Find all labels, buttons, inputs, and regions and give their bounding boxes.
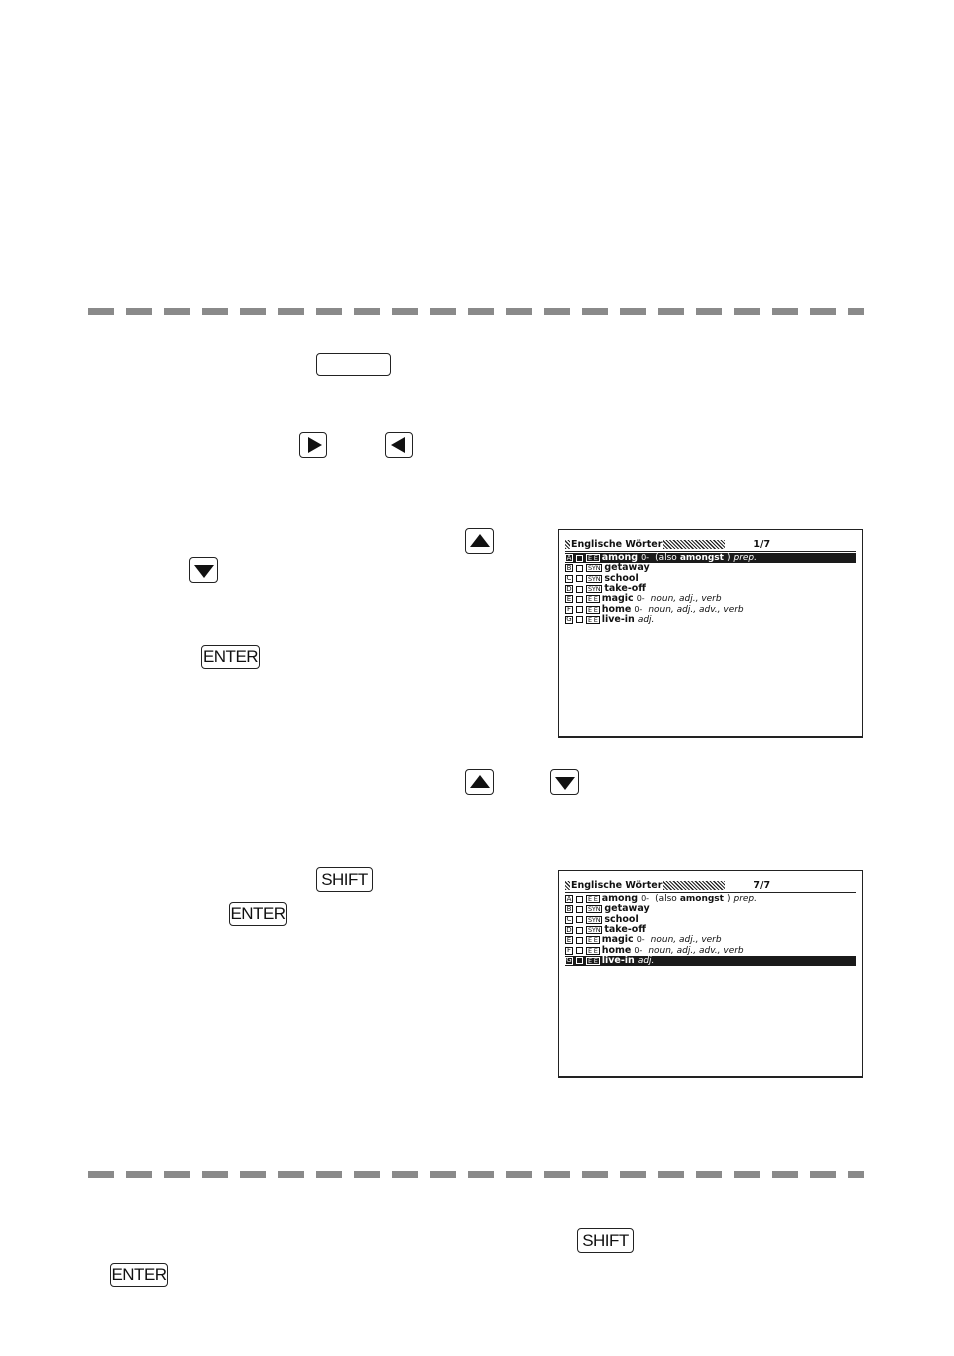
screen-title: Englische Wörter <box>571 539 663 550</box>
page-counter: 1/7 <box>753 539 771 550</box>
checkbox-icon <box>576 937 583 944</box>
checkbox-icon <box>576 565 583 572</box>
part-of-speech: noun, adj., adv., verb <box>648 945 744 956</box>
checkbox-icon <box>576 896 583 903</box>
part-of-speech: prep. <box>733 894 758 905</box>
list-item[interactable] <box>565 594 856 604</box>
list-item[interactable] <box>565 956 856 966</box>
dictionary-tag: E E <box>588 605 598 614</box>
enter-key <box>110 1263 168 1287</box>
headword: take-off <box>604 583 646 595</box>
key-icon: 0- <box>634 945 643 955</box>
headword: among <box>601 552 639 564</box>
checkbox-icon <box>576 616 583 623</box>
headword: take-off <box>604 924 646 936</box>
screen-header <box>565 538 856 552</box>
up-arrow-key-icon <box>465 528 494 554</box>
row-letter-label: E <box>566 594 572 603</box>
right-arrow-key-icon <box>299 432 327 458</box>
key-icon: 0- <box>641 894 650 904</box>
enter-key-label: ENTER <box>111 1265 167 1284</box>
headword: school <box>604 913 639 925</box>
dictionary-tag: SYN <box>588 915 601 924</box>
checkbox-icon <box>576 596 583 603</box>
word-list <box>565 553 856 625</box>
row-letter-label: G <box>566 615 572 624</box>
row-letter-label: G <box>566 956 572 965</box>
part-of-speech: noun, adj., verb <box>650 935 722 946</box>
row-letter-label: D <box>566 584 572 593</box>
note-close-text: ) <box>726 553 731 564</box>
dictionary-tag: SYN <box>588 585 601 594</box>
dictionary-tag: SYN <box>588 905 601 914</box>
row-letter-label: C <box>566 915 572 924</box>
checkbox-icon <box>576 957 583 964</box>
page-counter: 7/7 <box>753 880 771 891</box>
headword: live-in <box>601 613 635 625</box>
dictionary-tag: SYN <box>588 564 601 573</box>
checkbox-icon <box>576 575 583 582</box>
up-arrow-key-icon <box>465 769 494 795</box>
dictionary-tag: E E <box>588 554 598 563</box>
note-text: (also <box>655 553 677 564</box>
down-arrow-key-icon <box>550 769 579 795</box>
checkbox-icon <box>576 555 583 562</box>
part-of-speech: prep. <box>733 553 758 564</box>
dictionary-tag: E E <box>588 946 598 955</box>
row-letter-label: C <box>566 574 572 583</box>
dictionary-tag: SYN <box>588 926 601 935</box>
enter-key <box>229 902 287 926</box>
checkbox-icon <box>576 927 583 934</box>
enter-key <box>201 645 260 669</box>
section-divider-top <box>88 308 864 315</box>
checkbox-icon <box>576 906 583 913</box>
shift-key <box>316 867 373 892</box>
row-letter-label: D <box>566 925 572 934</box>
part-of-speech: noun, adj., adv., verb <box>648 604 744 615</box>
row-letter-label: F <box>566 605 572 614</box>
row-letter-label: B <box>566 904 572 913</box>
headword: magic <box>601 593 634 605</box>
list-item[interactable] <box>565 935 856 945</box>
checkbox-icon <box>576 916 583 923</box>
screen-header <box>565 879 856 893</box>
key-icon: 0- <box>641 553 650 563</box>
row-letter-label: A <box>566 553 572 562</box>
headword: home <box>601 944 632 956</box>
blank-key <box>316 353 391 376</box>
shift-key <box>577 1228 634 1253</box>
row-letter-label: E <box>566 935 572 944</box>
part-of-speech: noun, adj., verb <box>650 594 722 605</box>
dictionary-tag: E E <box>588 956 598 965</box>
headword: getaway <box>604 562 650 574</box>
headword: home <box>601 603 632 615</box>
checkbox-icon <box>576 606 583 613</box>
device-screen-1 <box>558 529 863 738</box>
key-icon: 0- <box>636 935 645 945</box>
note-bold-text: amongst <box>679 894 724 905</box>
note-close-text: ) <box>726 894 731 905</box>
dictionary-tag: SYN <box>588 574 601 583</box>
device-screen-2 <box>558 870 863 1078</box>
dictionary-tag: E E <box>588 895 598 904</box>
note-bold-text: amongst <box>679 553 724 564</box>
down-arrow-key-icon <box>189 557 218 583</box>
shift-key-label: SHIFT <box>582 1230 629 1250</box>
row-letter-label: A <box>566 894 572 903</box>
dictionary-tag: E E <box>588 595 598 604</box>
headword: school <box>604 572 639 584</box>
left-arrow-key-icon <box>385 432 413 458</box>
enter-key-label: ENTER <box>202 647 259 666</box>
word-list <box>565 894 856 966</box>
row-letter-label: F <box>566 946 572 955</box>
section-divider-bottom <box>88 1171 864 1178</box>
list-item[interactable] <box>565 615 856 625</box>
enter-key-label: ENTER <box>230 904 286 923</box>
headword: getaway <box>604 903 650 915</box>
key-icon: 0- <box>636 594 645 604</box>
key-icon: 0- <box>634 604 643 614</box>
headword: among <box>601 893 639 905</box>
checkbox-icon <box>576 947 583 954</box>
dictionary-tag: E E <box>588 936 598 945</box>
part-of-speech: adj. <box>637 955 655 966</box>
dictionary-tag: E E <box>588 615 598 624</box>
note-text: (also <box>655 894 677 905</box>
shift-key-label: SHIFT <box>321 869 368 889</box>
part-of-speech: adj. <box>637 614 655 625</box>
headword: magic <box>601 934 634 946</box>
screen-title: Englische Wörter <box>571 880 663 891</box>
row-letter-label: B <box>566 563 572 572</box>
checkbox-icon <box>576 586 583 593</box>
headword: live-in <box>601 954 635 966</box>
